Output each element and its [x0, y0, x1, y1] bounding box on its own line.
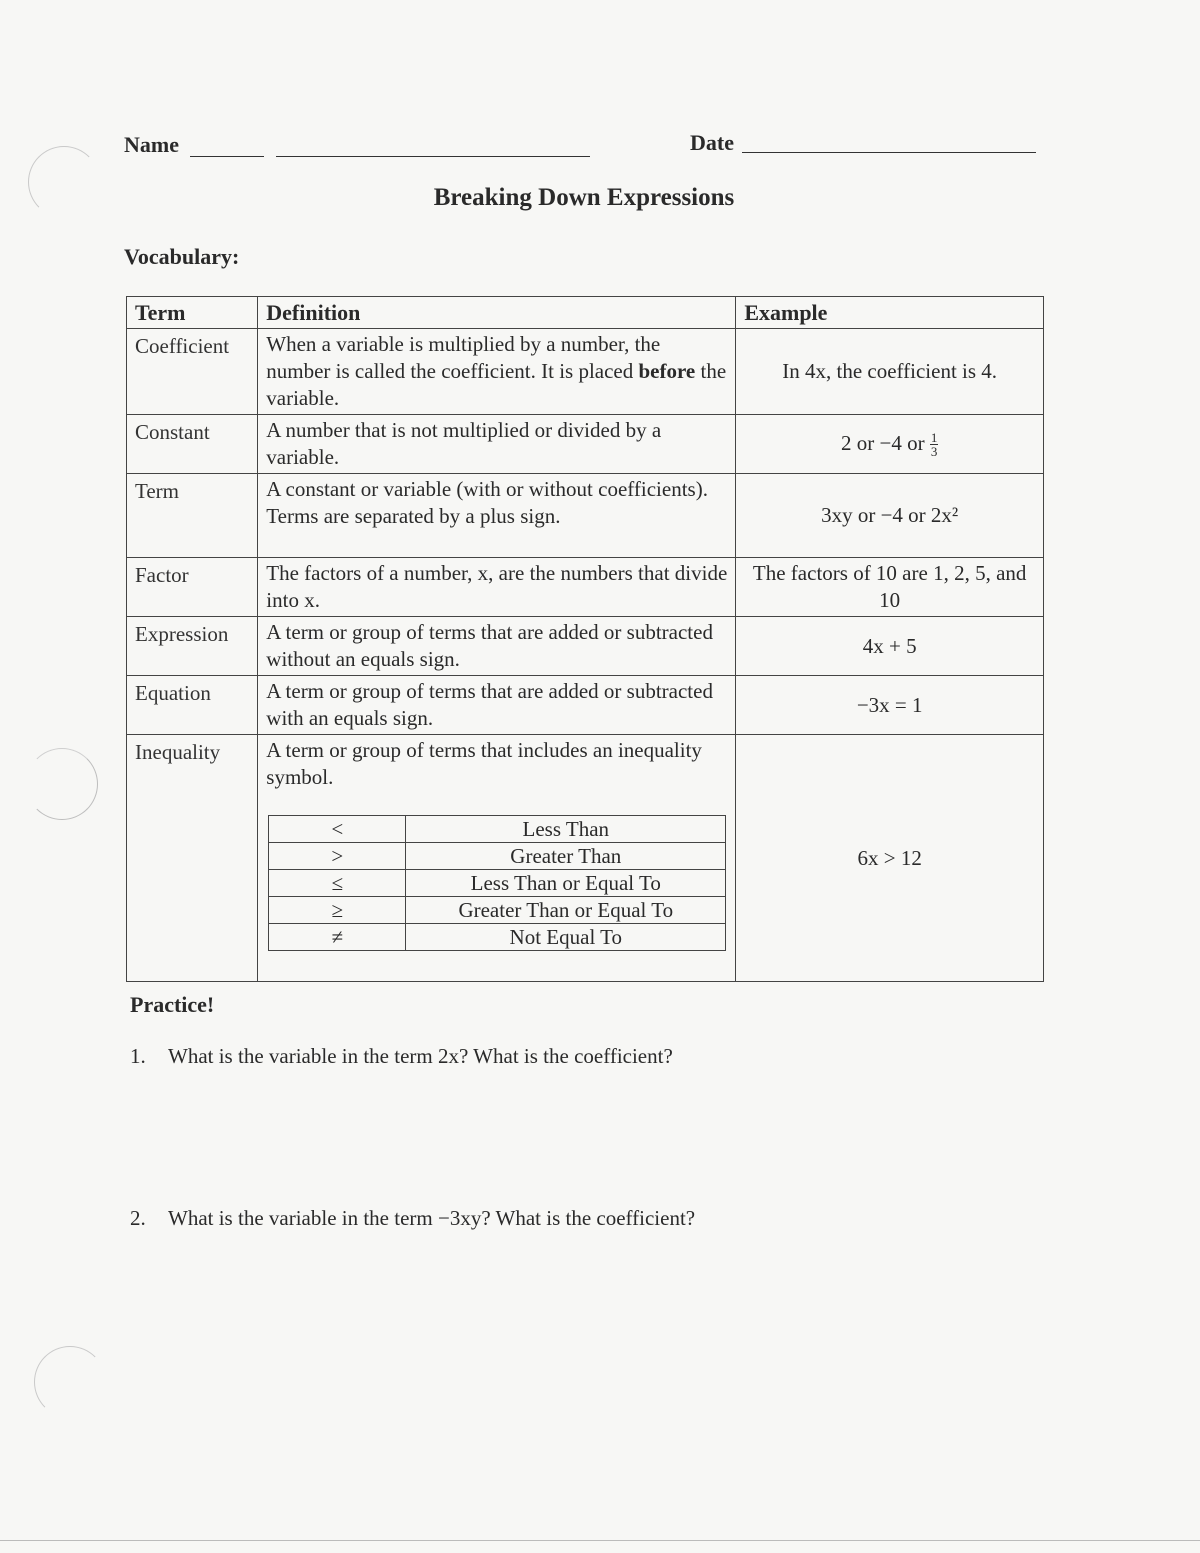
question-text: What is the variable in the term 2x? What is the coefficient? — [168, 1044, 673, 1068]
table-row — [127, 329, 1044, 415]
scan-edge-line — [0, 1540, 1200, 1541]
definition-cell: A constant or variable (with or without coefficients). Terms are separated by a plus sign. — [258, 474, 736, 558]
meaning-cell: Not Equal To — [406, 924, 726, 951]
table-row — [127, 558, 1044, 617]
vocabulary-heading: Vocabulary: — [124, 244, 240, 269]
column-header-example: Example — [736, 297, 1044, 329]
example-cell: The factors of 10 are 1, 2, 5, and 10 — [736, 558, 1044, 617]
table-row — [127, 415, 1044, 474]
table-header-row — [127, 297, 1044, 329]
definition-bold-text: before — [638, 359, 696, 383]
meaning-cell: Greater Than — [406, 843, 726, 870]
column-header-definition: Definition — [258, 297, 736, 329]
question-text: What is the variable in the term −3xy? What is the coefficient? — [168, 1206, 696, 1230]
definition-cell — [258, 329, 736, 415]
definition-text: the variable. — [266, 359, 727, 410]
meaning-cell: Less Than — [406, 816, 726, 843]
symbol-row — [269, 924, 726, 951]
fraction — [930, 431, 939, 458]
definition-cell — [258, 735, 736, 982]
table-row — [127, 676, 1044, 735]
punch-hole — [34, 1346, 106, 1418]
meaning-cell: Greater Than or Equal To — [406, 897, 726, 924]
definition-text: When a variable is multiplied by a number, the number is called the coefficient. It is placed — [266, 332, 661, 383]
definition-text: A term or group of terms that includes an inequality symbol. — [266, 738, 702, 789]
term-cell: Inequality — [127, 735, 258, 982]
column-header-term: Term — [127, 297, 258, 329]
symbol-cell: ≠ — [269, 924, 406, 951]
meaning-cell: Less Than or Equal To — [406, 870, 726, 897]
name-field-line[interactable] — [190, 156, 264, 157]
date-field-line[interactable] — [742, 152, 1036, 153]
table-row — [127, 735, 1044, 982]
definition-cell: The factors of a number, x, are the numbers that divide into x. — [258, 558, 736, 617]
symbol-row — [269, 816, 726, 843]
question-number: 2. — [130, 1206, 146, 1230]
example-cell: 6x > 12 — [736, 735, 1044, 982]
date-label: Date — [690, 130, 734, 155]
example-text: 2 or −4 or — [840, 430, 930, 455]
symbol-cell: ≥ — [269, 897, 406, 924]
definition-cell: A term or group of terms that are added or subtracted without an equals sign. — [258, 617, 736, 676]
term-cell: Constant — [127, 415, 258, 474]
practice-question — [130, 1044, 673, 1069]
term-cell: Factor — [127, 558, 258, 617]
table-row — [127, 617, 1044, 676]
example-cell — [736, 415, 1044, 474]
name-field-line[interactable] — [276, 156, 590, 157]
example-cell: In 4x, the coefficient is 4. — [736, 329, 1044, 415]
practice-question — [130, 1206, 695, 1231]
page-title: Breaking Down Expressions — [433, 184, 735, 211]
term-cell: Term — [127, 474, 258, 558]
example-cell: 4x + 5 — [736, 617, 1044, 676]
fraction-denominator: 3 — [930, 444, 938, 460]
vocabulary-table — [126, 296, 1044, 982]
practice-heading: Practice! — [130, 992, 215, 1017]
term-cell: Expression — [127, 617, 258, 676]
symbol-cell: > — [269, 843, 406, 870]
definition-cell: A number that is not multiplied or divided by a variable. — [258, 415, 736, 474]
term-cell: Equation — [127, 676, 258, 735]
inequality-symbol-table — [268, 815, 726, 951]
symbol-row — [269, 870, 726, 897]
symbol-row — [269, 843, 726, 870]
fraction-numerator: 1 — [930, 430, 938, 446]
name-label: Name — [124, 132, 179, 157]
header-row — [124, 128, 1040, 162]
symbol-row — [269, 897, 726, 924]
example-cell: 3xy or −4 or 2x² — [736, 474, 1044, 558]
table-row — [127, 474, 1044, 558]
term-cell: Coefficient — [127, 329, 258, 415]
symbol-cell: < — [269, 816, 406, 843]
question-number: 1. — [130, 1044, 146, 1068]
symbol-cell: ≤ — [269, 870, 406, 897]
definition-cell: A term or group of terms that are added or subtracted with an equals sign. — [258, 676, 736, 735]
punch-hole — [26, 748, 98, 820]
example-cell: −3x = 1 — [736, 676, 1044, 735]
